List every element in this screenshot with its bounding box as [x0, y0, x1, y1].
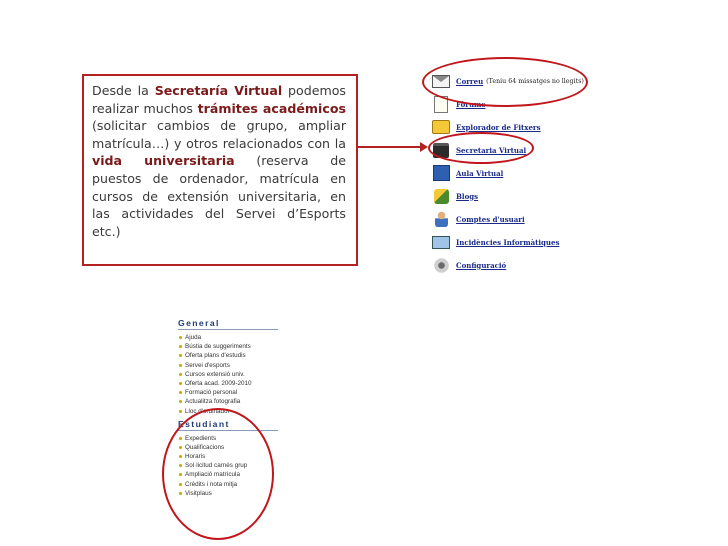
- section-divider: [178, 329, 278, 330]
- menu-item-label: Comptes d'usuari: [456, 214, 525, 224]
- forum-icon: [432, 95, 450, 113]
- callout-bold-secretaria: Secretaría Virtual: [154, 83, 283, 98]
- book-icon: [432, 164, 450, 182]
- callout-text-4: (reserva de puestos de ordenador, matrícula en cursos de extensión universitaria, en las actividades del Servei d’Esports etc.): [92, 153, 346, 239]
- menu-item-secretaria[interactable]: [432, 139, 607, 161]
- list-item[interactable]: Formació personal: [178, 388, 298, 397]
- unread-messages-note: (Teniu 64 missatges no llegits): [486, 77, 584, 85]
- menu-item-label: Correu: [456, 76, 484, 86]
- menu-item-label: Aula Virtual: [456, 168, 504, 178]
- connector-arrow: [358, 146, 426, 148]
- list-item[interactable]: Expedients: [178, 434, 298, 443]
- callout-text-2: podemos realizar muchos: [92, 83, 346, 116]
- callout-bold-tramites: trámites académicos: [197, 100, 346, 116]
- list-item[interactable]: Ajuda: [178, 333, 298, 342]
- list-item[interactable]: Qualificacions: [178, 443, 298, 452]
- menu-item-label: Blogs: [456, 191, 479, 201]
- section-divider: [178, 430, 278, 431]
- list-item[interactable]: Sol·licitud carnés grup: [178, 461, 298, 470]
- menu-item-label: Fòrums: [456, 99, 486, 109]
- folder-icon: [432, 118, 450, 136]
- list-item[interactable]: Servei d'esports: [178, 361, 298, 370]
- menu-item-label: Explorador de Fitxers: [456, 122, 541, 132]
- menu-item-configuracio[interactable]: [432, 254, 607, 276]
- tools-icon: [432, 256, 450, 274]
- list-item[interactable]: Actualitza fotografia: [178, 397, 298, 406]
- secretaria-panel: [178, 318, 298, 498]
- list-item[interactable]: Bústia de suggeriments: [178, 342, 298, 351]
- list-item[interactable]: Ampliació matrícula: [178, 470, 298, 479]
- section-title-general: General: [178, 318, 220, 328]
- callout-bold-vida: vida universitaria: [92, 153, 235, 169]
- list-item[interactable]: Lloc d'ordinador: [178, 407, 298, 416]
- computer-icon: [432, 233, 450, 251]
- menu-item-incidencies[interactable]: [432, 231, 607, 253]
- user-icon: [432, 210, 450, 228]
- estudiant-links-list: [178, 434, 298, 498]
- menu-item-explorador[interactable]: [432, 116, 607, 138]
- pencil-icon: [432, 187, 450, 205]
- callout-text-1: Desde la: [92, 83, 155, 98]
- menu-item-comptes[interactable]: [432, 208, 607, 230]
- section-title-estudiant: Estudiant: [178, 418, 230, 429]
- menu-item-correu[interactable]: [432, 70, 607, 92]
- list-item[interactable]: Oferta acad. 2009-2010: [178, 379, 298, 388]
- list-item[interactable]: Visitplaus: [178, 489, 298, 498]
- menu-item-aula[interactable]: [432, 162, 607, 184]
- menu-item-label: Incidències Informàtiques: [456, 237, 560, 247]
- menu-item-label: Configuració: [456, 260, 507, 270]
- menu-item-forums[interactable]: [432, 93, 607, 115]
- list-item[interactable]: Crèdits i nota mitja: [178, 480, 298, 489]
- list-item[interactable]: Oferta plans d'estudis: [178, 351, 298, 360]
- mail-icon: [432, 72, 450, 90]
- menu-item-label: Secretaria Virtual: [456, 145, 527, 155]
- callout-text-3: (solicitar cambios de grupo, ampliar matrícula…) y otros relacionados con la: [92, 118, 346, 151]
- list-item[interactable]: Cursos extensió univ.: [178, 370, 298, 379]
- menu-item-blogs[interactable]: [432, 185, 607, 207]
- list-item[interactable]: Horaris: [178, 452, 298, 461]
- general-links-list: [178, 333, 298, 416]
- graduation-cap-icon: [432, 141, 450, 159]
- callout-box: [82, 74, 358, 266]
